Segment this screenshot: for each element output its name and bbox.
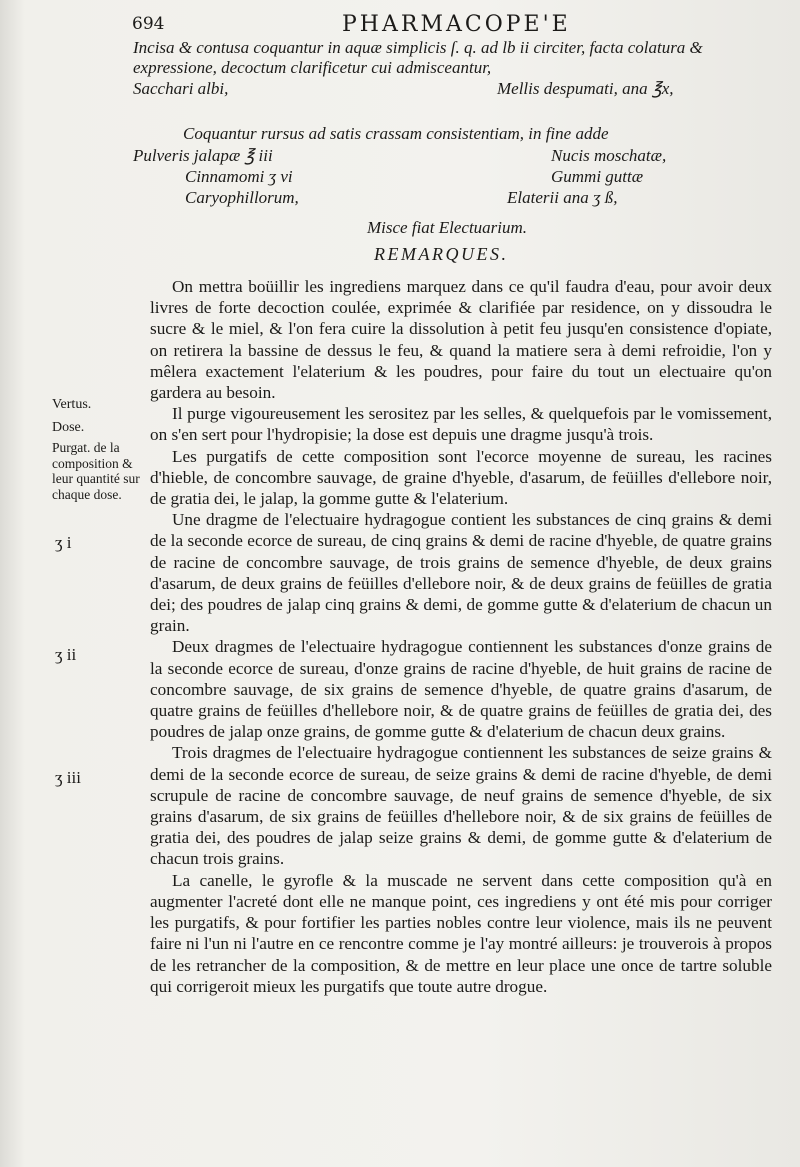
remarques-body xyxy=(150,276,772,997)
paragraph: Deux dragmes de l'electuaire hydragogue contiennent les substances d'onze grains de la seconde ecorce de sureau, d'onze grains de racine d'hyeble, de huit grains de racine de concombre sauvage, de six grains de semence d'hyeble, de quatre grains d'asarum, de quatre grains de feüilles d'hellebore noir, & de quatre grains de feüilles de gratia dei, des poudres de jalap onze grains, de gomme gutte & d'elaterium de chacun deux grains. xyxy=(150,637,772,742)
margin-dose: Dose. xyxy=(52,420,85,435)
dose-mark-two: ʒ ii xyxy=(55,645,77,664)
paragraph: Une dragme de l'electuaire hydragogue contient les substances de cinq grains & demi de la seconde ecorce de sureau, de cinq grains & demi de racine d'hyeble, de quatre grains de racine de concombre sauvage, de trois grains de semence d'hyeble, de deux grains d'asarum, de deux grains de feüilles d'ellebore noir, & de deux grains de feüilles de gratia dei; des poudres de jalap cinq grains & demi, de gomme gutte & d'elaterium de chacun un grain. xyxy=(150,510,772,636)
recipe-line: Nucis moschatæ, xyxy=(551,146,667,165)
recipe-line: Cinnamomi ʒ vi xyxy=(185,167,293,186)
recipe-line: expressione, decoctum clarificetur cui admisceantur, xyxy=(133,58,492,77)
paragraph: La canelle, le gyrofle & la muscade ne servent dans cette composition qu'à en augmenter l'acreté dont elle ne manque point, ces ingrediens y ont été mis pour corriger les purgatifs, & pour fortifier les parties nobles contre leur violence, mais ils ne peuvent faire ni l'un ni l'autre en ce rencontre comme je l'ay montré ailleurs: je trouverois à propos de les retrancher de la composition, & de mettre en leur place une once de tartre soluble qui corrigeroit mieux les purgatifs que toute autre drogue. xyxy=(150,870,772,996)
recipe-line: Sacchari albi, xyxy=(133,79,229,98)
recipe-line: Elaterii ana ʒ ß, xyxy=(507,188,618,207)
paragraph: Il purge vigoureusement les serositez par les selles, & quelquefois par le vomissement, on s'en sert pour l'hydropisie; la dose est depuis une dragme jusqu'à trois. xyxy=(150,404,772,445)
recipe-line: Gummi guttæ xyxy=(551,167,644,186)
misce-instruction: Misce fiat Electuarium. xyxy=(367,218,528,237)
paragraph: On mettra boüillir les ingrediens marquez dans ce qu'il faudra d'eau, pour avoir deux livres de forte decoction coulée, exprimée & clarifiée par residence, on y dissoudra le sucre & le miel, & l'on fera cuire la dissolution à petit feu jusqu'en consistence d'opiate, on retirera la bassine de dessus le feu, & quand la matiere sera à demi refroidie, l'on y mêlera exactement l'elaterium & les poudres, pour faire du tout un electuaire qu'on gardera au besoin. xyxy=(150,277,772,403)
margin-vertus: Vertus. xyxy=(52,397,92,412)
recipe-line: Pulveris jalapæ ℥ iii xyxy=(133,146,273,165)
recipe-line: Mellis despumati, ana ℥x, xyxy=(497,79,674,98)
page-header xyxy=(132,14,772,38)
dose-mark-one: ʒ i xyxy=(55,533,72,552)
section-title: REMARQUES. xyxy=(374,244,509,264)
recipe-line: Coquantur rursus ad satis crassam consistentiam, in fine adde xyxy=(183,124,609,143)
paragraph: Trois dragmes de l'electuaire hydragogue contiennent les substances de seize grains & demi de la seconde ecorce de sureau, de seize grains & demi de racine d'hyeble, de demi scrupule de racine de concombre sauvage, de neuf grains de semence d'hyeble, de six grains d'asarum, de six grains de feüilles d'hellebore noir, & de six grains de feüilles de gratia dei, des poudres de jalap seize grains & demi, de gomme gutte & d'elaterium de chacun trois grains. xyxy=(150,743,772,869)
recipe-line: Incisa & contusa coquantur in aquæ simplicis ſ. q. ad lb ii circiter, facta colatura & xyxy=(133,38,703,57)
recipe-line: Caryophillorum, xyxy=(185,188,299,207)
dose-mark-three: ʒ iii xyxy=(55,768,81,787)
page-number: 694 xyxy=(132,14,165,34)
running-title: PHARMACOPE'E xyxy=(342,12,571,37)
paragraph: Les purgatifs de cette composition sont l'ecorce moyenne de sureau, les racines d'hieble, de concombre sauvage, de graine d'hyeble, d'asarum, de feüilles d'ellebore noir, de gratia dei, le jalap, la gomme gutte & l'elaterium. xyxy=(150,446,772,509)
margin-dose-note: Purgat. de la composition & leur quantité sur chaque dose. xyxy=(52,440,140,502)
